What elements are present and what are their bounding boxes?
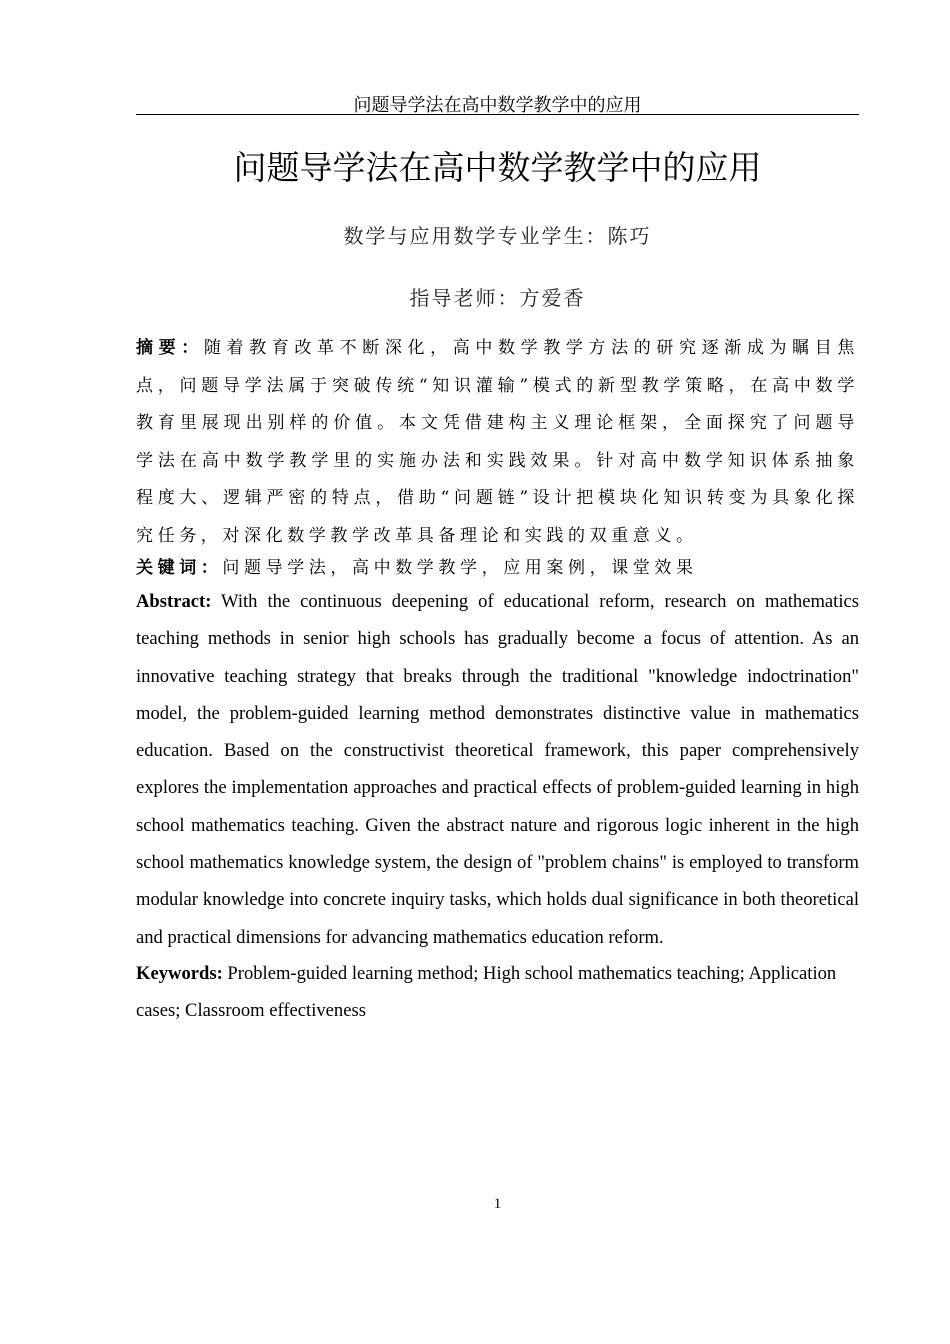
author-line: 数学与应用数学专业学生：陈巧: [343, 224, 652, 248]
chinese-abstract-label: 摘要：: [136, 338, 204, 358]
page-number: 1: [493, 1196, 502, 1212]
english-keywords-label: Keywords:: [136, 963, 223, 984]
english-abstract-text: With the continuous deepening of educational reform, research on mathematics teaching methods in senior high schools has gradually become a focus of attention. As an innovative teaching strategy that breaks through the traditional "knowledge indoctrination" model, the problem-guided learning method demonstrates distinctive value in mathematics education. Based on the constructivist theoretical framework, this paper comprehensively explores the implementation approaches and practical effects of problem-guided learning in high school mathematics teaching. Given the abstract nature and rigorous logic inherent in the high school mathematics knowledge system, the design of "problem chains" is employed to transform modular knowledge into concrete inquiry tasks, which holds dual significance in both theoretical and practical dimensions for advancing mathematics education reform.: [136, 591, 859, 948]
english-abstract-label: Abstract:: [136, 591, 212, 612]
running-header: 问题导学法在高中数学教学中的应用: [353, 95, 642, 116]
english-keywords: [136, 955, 859, 1030]
advisor-line: 指导老师：方爱香: [409, 286, 586, 310]
chinese-keywords-text: 问题导学法，高中数学教学，应用案例，课堂效果: [222, 558, 698, 578]
chinese-abstract-text: 随着教育改革不断深化，高中数学教学方法的研究逐渐成为瞩目焦点，问题导学法属于突破传统“知识灌输”模式的新型教学策略，在高中数学教育里展现出别样的价值。本文凭借建构主义理论框架，全面探究了问题导学法在高中数学教学里的实施办法和实践效果。针对高中数学知识体系抽象程度大、逻辑严密的特点，借助“问题链”设计把模块化知识转变为具象化探究任务，对深化数学教学改革具备理论和实践的双重意义。: [136, 338, 859, 546]
header-rule: [136, 114, 859, 115]
english-abstract: [136, 583, 859, 956]
paper-title: 问题导学法在高中数学教学中的应用: [233, 148, 762, 187]
chinese-abstract: [136, 330, 859, 555]
chinese-keywords-label: 关键词：: [136, 558, 223, 578]
english-keywords-text: Problem-guided learning method; High school mathematics teaching; Application cases; Classroom effectiveness: [136, 963, 837, 1022]
chinese-keywords: [136, 553, 859, 578]
